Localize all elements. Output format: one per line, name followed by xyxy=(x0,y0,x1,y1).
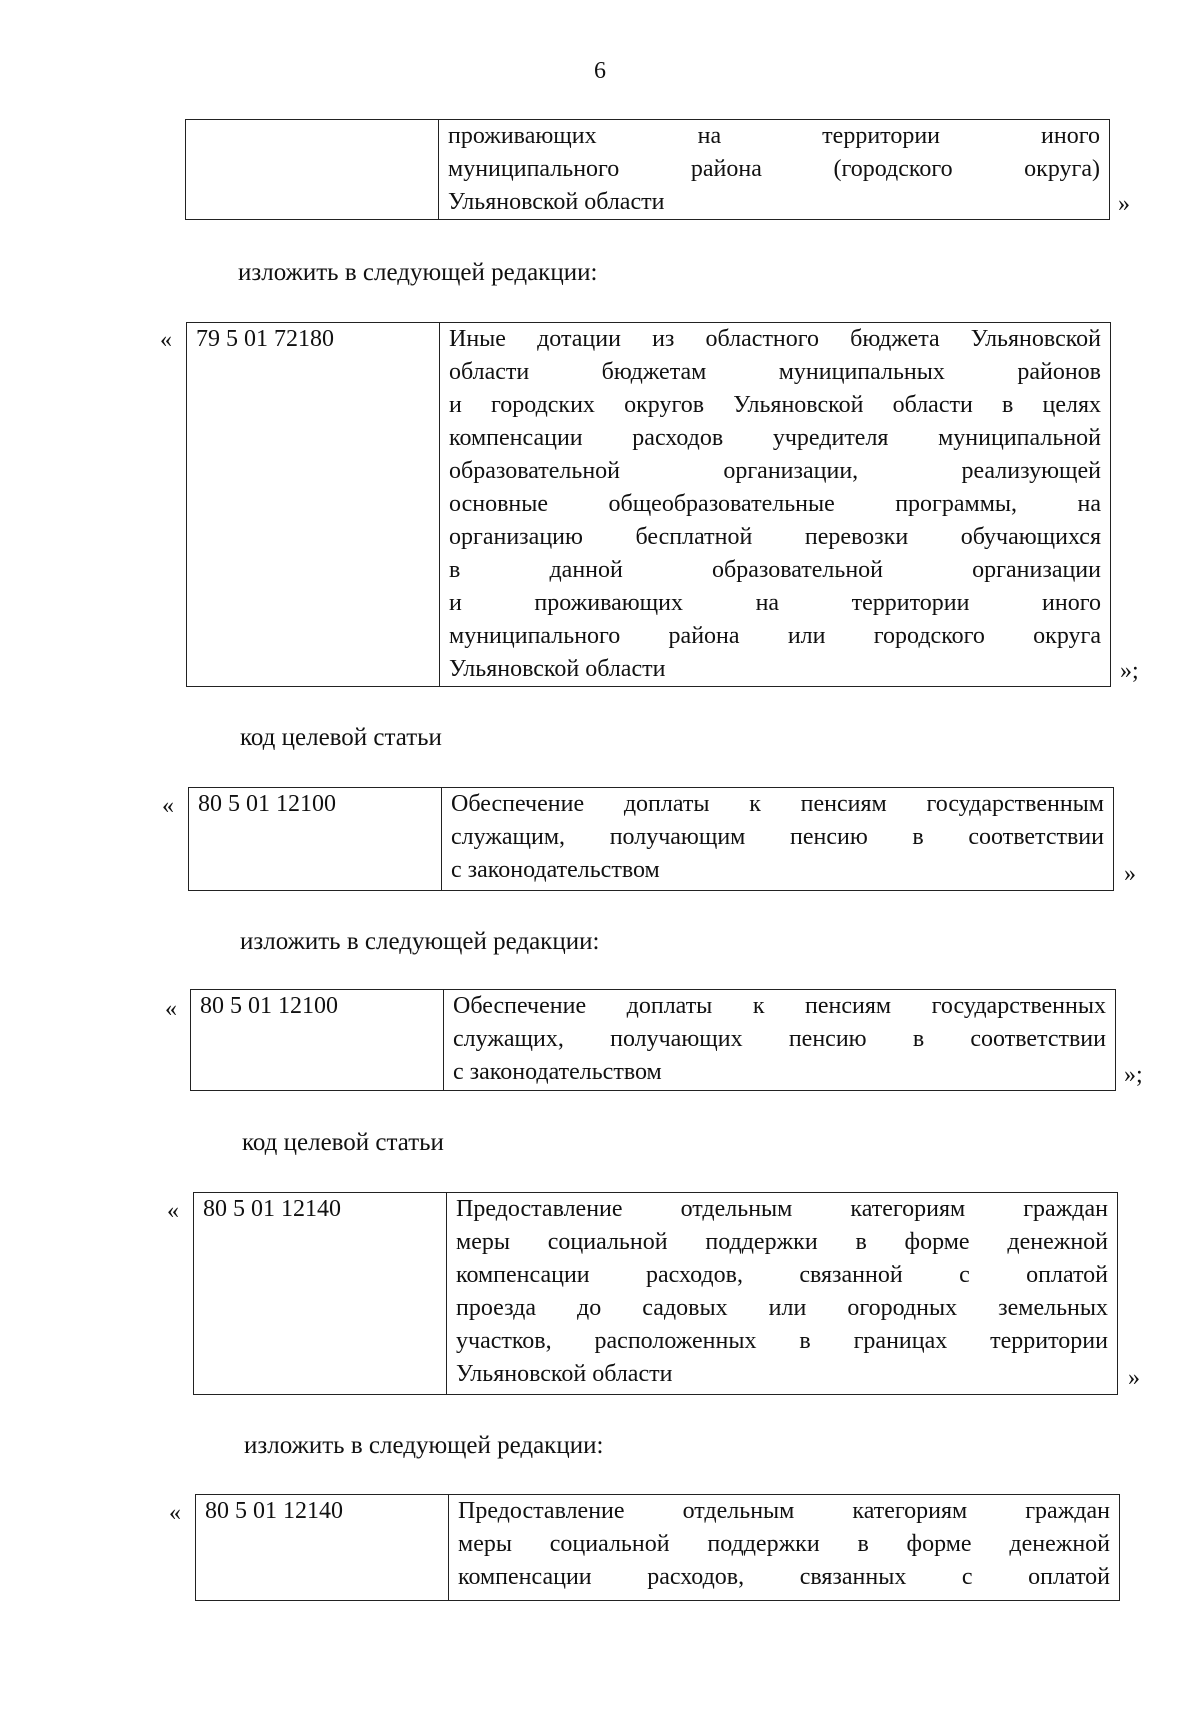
description-line: меры социальной поддержки в форме денежной xyxy=(458,1531,1110,1557)
description-line: служащих, получающих пенсию в соответствии xyxy=(453,1026,1106,1052)
description-line: участков, расположенных в границах территории xyxy=(456,1328,1108,1354)
open-quote: « xyxy=(165,996,177,1022)
description-line: проживающих на территории иного xyxy=(448,123,1100,149)
open-quote: « xyxy=(162,793,174,819)
page-number: 6 xyxy=(594,58,606,84)
description-last-line: Ульяновской области xyxy=(456,1361,673,1387)
close-quote: » xyxy=(1118,191,1130,217)
target-article-table xyxy=(186,322,1111,687)
description-line: и проживающих на территории иного xyxy=(449,590,1101,616)
instruction-phrase: изложить в следующей редакции: xyxy=(238,259,598,286)
target-article-table xyxy=(190,989,1116,1091)
description-cell xyxy=(447,1193,1118,1395)
description-last-line: с законодательством xyxy=(453,1059,662,1085)
description-line: служащим, получающим пенсию в соответствии xyxy=(451,824,1104,850)
description-line: меры социальной поддержки в форме денежной xyxy=(456,1229,1108,1255)
description-line: Обеспечение доплаты к пенсиям государственным xyxy=(451,791,1104,817)
description-line: компенсации расходов учредителя муниципальной xyxy=(449,425,1101,451)
description-line: Обеспечение доплаты к пенсиям государственных xyxy=(453,993,1106,1019)
description-cell xyxy=(439,120,1110,220)
target-article-table xyxy=(188,787,1114,891)
close-quote: »; xyxy=(1120,658,1139,684)
description-last-line: Ульяновской области xyxy=(448,189,665,215)
open-quote: « xyxy=(167,1198,179,1224)
description-cell xyxy=(449,1495,1120,1601)
instruction-phrase: изложить в следующей редакции: xyxy=(240,928,600,955)
code-cell: 79 5 01 72180 xyxy=(187,323,440,687)
code-cell: 80 5 01 12100 xyxy=(189,788,442,891)
code-cell: 80 5 01 12140 xyxy=(194,1193,447,1395)
code-cell: 80 5 01 12100 xyxy=(191,990,444,1091)
description-last-line: Ульяновской области xyxy=(449,656,666,682)
code-cell xyxy=(186,120,439,220)
close-quote: » xyxy=(1124,861,1136,887)
description-line: проезда до садовых или огородных земельных xyxy=(456,1295,1108,1321)
close-quote: »; xyxy=(1124,1062,1143,1088)
description-cell xyxy=(440,323,1111,687)
close-quote: » xyxy=(1128,1365,1140,1391)
instruction-phrase: код целевой статьи xyxy=(240,724,442,751)
code-cell: 80 5 01 12140 xyxy=(196,1495,449,1601)
description-line: области бюджетам муниципальных районов xyxy=(449,359,1101,385)
description-cell xyxy=(444,990,1116,1091)
description-line: в данной образовательной организации xyxy=(449,557,1101,583)
description-line: Иные дотации из областного бюджета Ульяновской xyxy=(449,326,1101,352)
description-line: образовательной организации, реализующей xyxy=(449,458,1101,484)
description-line: основные общеобразовательные программы, на xyxy=(449,491,1101,517)
instruction-phrase: код целевой статьи xyxy=(242,1129,444,1156)
instruction-phrase: изложить в следующей редакции: xyxy=(244,1432,604,1459)
description-line: муниципального района (городского округа) xyxy=(448,156,1100,182)
description-line: и городских округов Ульяновской области в целях xyxy=(449,392,1101,418)
description-line: компенсации расходов, связанных с оплатой xyxy=(458,1564,1110,1590)
description-last-line: с законодательством xyxy=(451,857,660,883)
description-line: муниципального района или городского округа xyxy=(449,623,1101,649)
continuation-table xyxy=(185,119,1110,220)
description-line: Предоставление отдельным категориям граждан xyxy=(456,1196,1108,1222)
description-cell xyxy=(442,788,1114,891)
open-quote: « xyxy=(169,1500,181,1526)
description-line: компенсации расходов, связанной с оплатой xyxy=(456,1262,1108,1288)
description-line: организацию бесплатной перевозки обучающихся xyxy=(449,524,1101,550)
target-article-table xyxy=(193,1192,1118,1395)
target-article-table xyxy=(195,1494,1120,1601)
description-line: Предоставление отдельным категориям граждан xyxy=(458,1498,1110,1524)
open-quote: « xyxy=(160,327,172,353)
